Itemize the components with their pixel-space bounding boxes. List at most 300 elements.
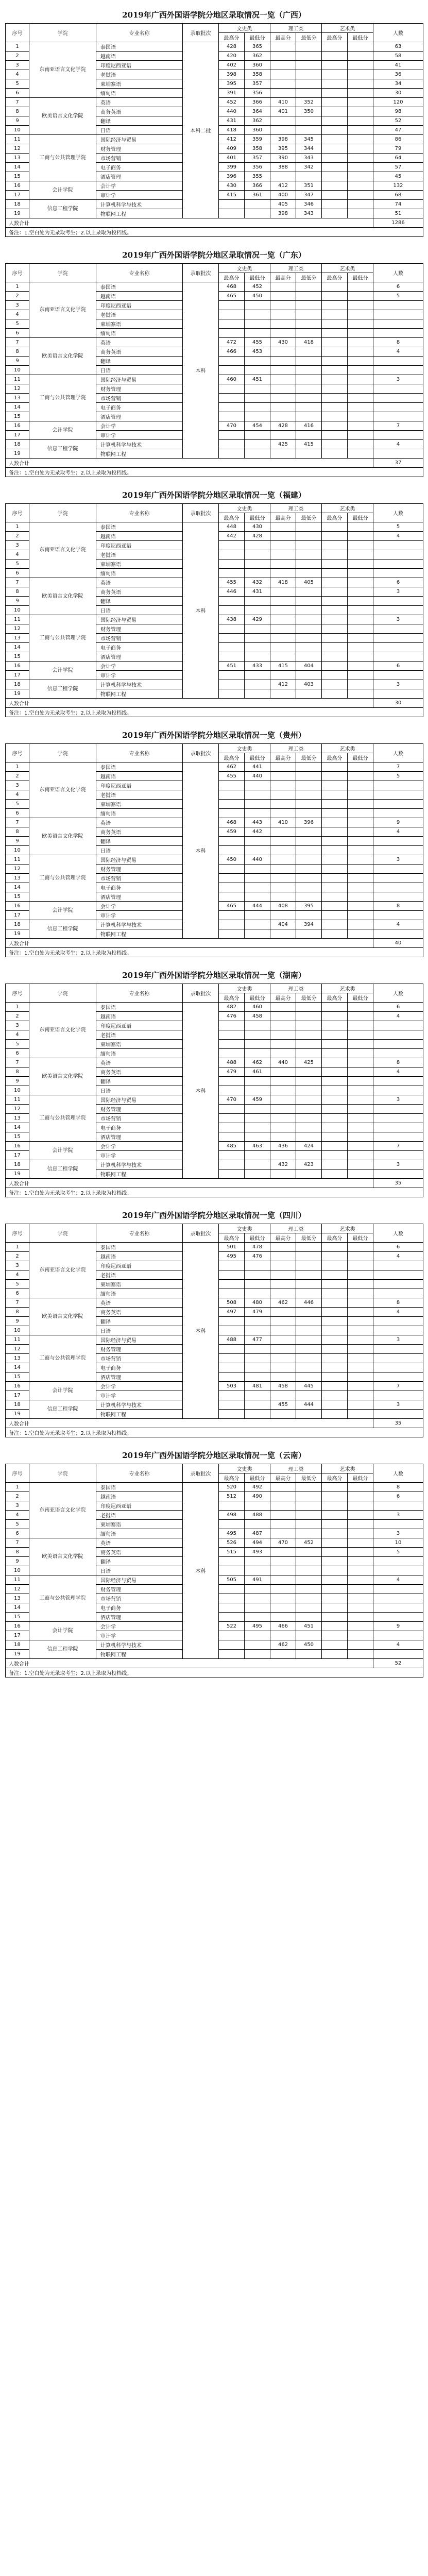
row-wenke-max xyxy=(219,865,245,874)
row-count xyxy=(373,1261,423,1270)
row-wenke-min: 453 xyxy=(245,347,270,357)
row-count xyxy=(373,892,423,902)
region-section xyxy=(5,244,423,477)
row-major: 日语 xyxy=(96,126,183,135)
row-like-max xyxy=(270,1557,296,1566)
row-wenke-max xyxy=(219,1410,245,1419)
row-like-min: 425 xyxy=(296,1058,322,1067)
row-like-min: 418 xyxy=(296,338,322,347)
row-wenke-max: 465 xyxy=(219,292,245,301)
row-major: 审计学 xyxy=(96,1631,183,1640)
row-wenke-max: 482 xyxy=(219,1003,245,1012)
row-count xyxy=(373,449,423,459)
row-wenke-min: 460 xyxy=(245,1003,270,1012)
row-index: 8 xyxy=(6,1308,29,1317)
region-section xyxy=(5,1445,423,1677)
row-art-min xyxy=(348,89,373,98)
row-art-max xyxy=(322,883,348,892)
row-wenke-min xyxy=(245,200,270,209)
row-like-max: 405 xyxy=(270,200,296,209)
row-art-min xyxy=(348,1603,373,1613)
row-index: 5 xyxy=(6,1040,29,1049)
row-art-max xyxy=(322,440,348,449)
row-like-max xyxy=(270,522,296,532)
row-wenke-max xyxy=(219,550,245,560)
row-wenke-min: 477 xyxy=(245,1335,270,1345)
region-section xyxy=(5,484,423,717)
row-index: 11 xyxy=(6,615,29,624)
row-major: 物联网工程 xyxy=(96,449,183,459)
row-index: 3 xyxy=(6,1021,29,1030)
row-count xyxy=(373,671,423,680)
row-count xyxy=(373,1557,423,1566)
row-count: 64 xyxy=(373,154,423,163)
row-college: 会计学院 xyxy=(29,1622,96,1640)
row-art-max xyxy=(322,532,348,541)
row-major: 柬埔寨语 xyxy=(96,79,183,89)
row-count: 3 xyxy=(373,615,423,624)
row-wenke-min xyxy=(245,329,270,338)
row-art-min xyxy=(348,1105,373,1114)
row-art-min xyxy=(348,680,373,689)
header-major: 专业名称 xyxy=(96,1464,183,1483)
total-row xyxy=(6,1419,423,1428)
row-wenke-min xyxy=(245,449,270,459)
row-art-max xyxy=(322,818,348,827)
row-like-min xyxy=(296,846,322,855)
header-count: 人数 xyxy=(373,744,423,762)
row-art-max xyxy=(322,61,348,70)
row-count xyxy=(373,366,423,375)
row-count: 6 xyxy=(373,662,423,671)
header-count: 人数 xyxy=(373,1464,423,1483)
row-like-max xyxy=(270,366,296,375)
row-count: 9 xyxy=(373,818,423,827)
row-count xyxy=(373,1132,423,1142)
row-major: 会计学 xyxy=(96,1142,183,1151)
row-art-min xyxy=(348,762,373,772)
row-wenke-max: 465 xyxy=(219,902,245,911)
row-like-max xyxy=(270,643,296,652)
row-art-min xyxy=(348,421,373,431)
row-art-max xyxy=(322,929,348,939)
row-index: 11 xyxy=(6,135,29,144)
row-index: 9 xyxy=(6,1557,29,1566)
row-index: 19 xyxy=(6,929,29,939)
row-like-max: 398 xyxy=(270,209,296,218)
row-like-min xyxy=(296,89,322,98)
row-wenke-max: 495 xyxy=(219,1252,245,1261)
row-art-max xyxy=(322,1114,348,1123)
header-wenke: 文史类 xyxy=(219,1464,270,1473)
row-index: 15 xyxy=(6,892,29,902)
row-wenke-max xyxy=(219,1501,245,1511)
row-wenke-max: 396 xyxy=(219,172,245,181)
row-count xyxy=(373,412,423,421)
row-major: 审计学 xyxy=(96,1391,183,1400)
row-like-min: 452 xyxy=(296,1538,322,1548)
row-major: 老挝语 xyxy=(96,70,183,79)
row-art-min xyxy=(348,52,373,61)
row-wenke-min xyxy=(245,790,270,800)
row-index: 9 xyxy=(6,116,29,126)
row-like-max: 418 xyxy=(270,578,296,587)
row-like-max: 398 xyxy=(270,135,296,144)
row-index: 4 xyxy=(6,310,29,319)
row-like-min: 395 xyxy=(296,902,322,911)
row-art-min xyxy=(348,1391,373,1400)
row-index: 16 xyxy=(6,1382,29,1391)
row-art-min xyxy=(348,1594,373,1603)
row-like-max xyxy=(270,1067,296,1077)
row-art-min xyxy=(348,929,373,939)
row-art-min xyxy=(348,1243,373,1252)
row-wenke-min: 428 xyxy=(245,532,270,541)
row-major: 计算机科学与技术 xyxy=(96,200,183,209)
row-art-max xyxy=(322,1270,348,1280)
header-count: 人数 xyxy=(373,504,423,522)
row-art-max xyxy=(322,865,348,874)
row-count: 52 xyxy=(373,116,423,126)
row-index: 5 xyxy=(6,319,29,329)
row-like-min xyxy=(296,357,322,366)
row-wenke-min xyxy=(245,366,270,375)
row-index: 18 xyxy=(6,1640,29,1650)
header-min: 最低分 xyxy=(348,753,373,762)
row-major: 柬埔寨语 xyxy=(96,560,183,569)
row-art-max xyxy=(322,550,348,560)
row-like-max xyxy=(270,394,296,403)
row-art-min xyxy=(348,98,373,107)
row-wenke-max: 409 xyxy=(219,144,245,154)
row-like-min xyxy=(296,1492,322,1501)
row-wenke-max xyxy=(219,911,245,920)
row-index: 2 xyxy=(6,532,29,541)
row-major: 酒店管理 xyxy=(96,652,183,662)
row-wenke-max xyxy=(219,1040,245,1049)
row-art-max xyxy=(322,292,348,301)
row-wenke-min: 476 xyxy=(245,1252,270,1261)
row-count xyxy=(373,865,423,874)
row-wenke-max xyxy=(219,431,245,440)
header-min: 最低分 xyxy=(348,273,373,282)
row-wenke-max xyxy=(219,1151,245,1160)
row-wenke-min: 429 xyxy=(245,615,270,624)
row-major: 缅甸语 xyxy=(96,1289,183,1298)
total-row xyxy=(6,218,423,228)
row-art-min xyxy=(348,1317,373,1326)
row-count xyxy=(373,634,423,643)
row-index: 8 xyxy=(6,107,29,116)
row-like-min xyxy=(296,431,322,440)
row-like-min xyxy=(296,827,322,837)
note-row xyxy=(6,948,423,957)
row-art-min xyxy=(348,1538,373,1548)
row-art-max xyxy=(322,689,348,699)
header-major: 专业名称 xyxy=(96,504,183,522)
row-wenke-min xyxy=(245,440,270,449)
row-count: 36 xyxy=(373,70,423,79)
row-like-min xyxy=(296,855,322,865)
row-like-min xyxy=(296,347,322,357)
row-college: 工商与公共管理学院 xyxy=(29,1095,96,1142)
row-like-min xyxy=(296,1650,322,1659)
row-art-max xyxy=(322,587,348,597)
row-art-max xyxy=(322,1252,348,1261)
row-index: 12 xyxy=(6,144,29,154)
header-min: 最低分 xyxy=(245,753,270,762)
row-art-max xyxy=(322,634,348,643)
row-wenke-min: 432 xyxy=(245,578,270,587)
row-index: 10 xyxy=(6,1086,29,1095)
header-college: 学院 xyxy=(29,264,96,282)
row-like-max: 436 xyxy=(270,1142,296,1151)
row-major: 越南语 xyxy=(96,1012,183,1021)
row-major: 老挝语 xyxy=(96,790,183,800)
row-like-max xyxy=(270,1030,296,1040)
row-count: 8 xyxy=(373,1483,423,1492)
row-art-min xyxy=(348,200,373,209)
row-count xyxy=(373,1631,423,1640)
admission-table xyxy=(5,984,423,1197)
row-like-max xyxy=(270,1086,296,1095)
row-art-max xyxy=(322,1650,348,1659)
row-art-max xyxy=(322,1566,348,1575)
row-like-min: 342 xyxy=(296,163,322,172)
row-like-min xyxy=(296,929,322,939)
row-art-min xyxy=(348,652,373,662)
row-wenke-min: 366 xyxy=(245,181,270,191)
row-like-max xyxy=(270,329,296,338)
row-art-max xyxy=(322,1520,348,1529)
row-art-max xyxy=(322,800,348,809)
row-index: 1 xyxy=(6,1003,29,1012)
row-like-max xyxy=(270,1270,296,1280)
row-like-min xyxy=(296,1326,322,1335)
row-like-min: 446 xyxy=(296,1298,322,1308)
row-like-max xyxy=(270,689,296,699)
row-index: 12 xyxy=(6,384,29,394)
row-art-min xyxy=(348,920,373,929)
row-art-max xyxy=(322,1030,348,1040)
row-index: 2 xyxy=(6,772,29,781)
row-like-max xyxy=(270,1585,296,1594)
header-college: 学院 xyxy=(29,24,96,42)
header-max: 最高分 xyxy=(219,993,245,1003)
row-like-min: 343 xyxy=(296,209,322,218)
row-art-min xyxy=(348,800,373,809)
row-count: 10 xyxy=(373,1538,423,1548)
row-index: 6 xyxy=(6,329,29,338)
row-art-min xyxy=(348,837,373,846)
row-wenke-min: 360 xyxy=(245,126,270,135)
row-like-min xyxy=(296,301,322,310)
row-major: 柬埔寨语 xyxy=(96,319,183,329)
row-like-min xyxy=(296,1270,322,1280)
row-like-max: 410 xyxy=(270,98,296,107)
row-index: 13 xyxy=(6,1354,29,1363)
row-index: 16 xyxy=(6,421,29,431)
row-art-max xyxy=(322,1622,348,1631)
row-like-max xyxy=(270,292,296,301)
row-index: 8 xyxy=(6,827,29,837)
row-like-max xyxy=(270,1548,296,1557)
row-art-min xyxy=(348,597,373,606)
row-wenke-min: 444 xyxy=(245,902,270,911)
row-wenke-min xyxy=(245,634,270,643)
row-wenke-max: 431 xyxy=(219,116,245,126)
row-art-min xyxy=(348,282,373,292)
header-count: 人数 xyxy=(373,264,423,282)
row-major: 翻译 xyxy=(96,1317,183,1326)
row-like-max: 462 xyxy=(270,1298,296,1308)
row-like-min xyxy=(296,643,322,652)
header-min: 最低分 xyxy=(296,513,322,522)
row-wenke-min xyxy=(245,431,270,440)
row-wenke-min xyxy=(245,865,270,874)
row-like-min: 396 xyxy=(296,818,322,827)
row-wenke-min xyxy=(245,1520,270,1529)
row-wenke-max xyxy=(219,1077,245,1086)
row-wenke-min xyxy=(245,384,270,394)
header-max: 最高分 xyxy=(322,513,348,522)
row-college: 东南亚语言文化学院 xyxy=(29,42,96,98)
row-like-max xyxy=(270,634,296,643)
row-count xyxy=(373,1410,423,1419)
row-college: 信息工程学院 xyxy=(29,200,96,218)
row-like-min xyxy=(296,42,322,52)
row-index: 13 xyxy=(6,1114,29,1123)
row-like-min xyxy=(296,1132,322,1142)
row-college: 会计学院 xyxy=(29,1382,96,1400)
row-art-max xyxy=(322,1335,348,1345)
row-art-min xyxy=(348,1049,373,1058)
row-art-max xyxy=(322,1105,348,1114)
header-level: 录取批次 xyxy=(183,1464,219,1483)
row-art-min xyxy=(348,1003,373,1012)
note-row xyxy=(6,1188,423,1197)
row-like-min xyxy=(296,292,322,301)
row-wenke-max xyxy=(219,809,245,818)
row-count: 4 xyxy=(373,920,423,929)
row-index: 18 xyxy=(6,680,29,689)
header-max: 最高分 xyxy=(322,1473,348,1483)
note-text: 备注：1.空白处为无录取考生；2.以上录取为投档线。 xyxy=(6,1668,423,1677)
row-wenke-min xyxy=(245,1123,270,1132)
row-art-min xyxy=(348,892,373,902)
row-count xyxy=(373,569,423,578)
row-art-max xyxy=(322,375,348,384)
row-major: 缅甸语 xyxy=(96,329,183,338)
row-art-max xyxy=(322,1317,348,1326)
row-like-min xyxy=(296,1280,322,1289)
row-like-min xyxy=(296,1114,322,1123)
note-row xyxy=(6,708,423,717)
row-index: 11 xyxy=(6,1095,29,1105)
row-count: 3 xyxy=(373,1160,423,1170)
header-min: 最低分 xyxy=(296,1233,322,1243)
row-college: 工商与公共管理学院 xyxy=(29,1575,96,1622)
total-value: 37 xyxy=(373,459,423,468)
row-art-min xyxy=(348,1077,373,1086)
row-wenke-min: 360 xyxy=(245,61,270,70)
row-major: 商务英语 xyxy=(96,1548,183,1557)
row-like-max xyxy=(270,1252,296,1261)
row-count xyxy=(373,1086,423,1095)
row-like-min: 352 xyxy=(296,98,322,107)
row-count: 5 xyxy=(373,292,423,301)
row-major: 泰国语 xyxy=(96,1243,183,1252)
row-wenke-max xyxy=(219,449,245,459)
row-wenke-min: 488 xyxy=(245,1511,270,1520)
row-wenke-max: 495 xyxy=(219,1529,245,1538)
row-art-min xyxy=(348,1548,373,1557)
row-count: 74 xyxy=(373,200,423,209)
row-count xyxy=(373,1123,423,1132)
row-index: 17 xyxy=(6,671,29,680)
row-like-min xyxy=(296,172,322,181)
row-major: 会计学 xyxy=(96,662,183,671)
row-wenke-min: 442 xyxy=(245,827,270,837)
total-label: 人数合计 xyxy=(6,459,373,468)
row-wenke-max: 440 xyxy=(219,107,245,116)
row-wenke-max xyxy=(219,1566,245,1575)
row-index: 16 xyxy=(6,902,29,911)
row-art-min xyxy=(348,209,373,218)
row-college: 东南亚语言文化学院 xyxy=(29,1003,96,1058)
row-art-max xyxy=(322,1142,348,1151)
total-row xyxy=(6,1659,423,1668)
row-count xyxy=(373,1566,423,1575)
row-count xyxy=(373,643,423,652)
row-art-min xyxy=(348,1575,373,1585)
header-index: 序号 xyxy=(6,264,29,282)
row-like-max: 390 xyxy=(270,154,296,163)
row-art-min xyxy=(348,319,373,329)
row-wenke-max: 391 xyxy=(219,89,245,98)
row-wenke-min: 358 xyxy=(245,144,270,154)
row-index: 6 xyxy=(6,1289,29,1298)
row-count xyxy=(373,550,423,560)
row-wenke-max: 466 xyxy=(219,347,245,357)
row-index: 13 xyxy=(6,394,29,403)
row-count: 6 xyxy=(373,1003,423,1012)
row-count: 8 xyxy=(373,1058,423,1067)
row-art-max xyxy=(322,911,348,920)
row-wenke-max: 451 xyxy=(219,662,245,671)
row-wenke-max: 497 xyxy=(219,1308,245,1317)
row-count xyxy=(373,1372,423,1382)
row-art-max xyxy=(322,1003,348,1012)
row-art-min xyxy=(348,1640,373,1650)
row-index: 10 xyxy=(6,1326,29,1335)
row-index: 18 xyxy=(6,920,29,929)
row-count xyxy=(373,357,423,366)
total-row xyxy=(6,699,423,708)
row-art-max xyxy=(322,282,348,292)
row-index: 3 xyxy=(6,1261,29,1270)
row-major: 国际经济与贸易 xyxy=(96,375,183,384)
row-art-min xyxy=(348,522,373,532)
row-art-max xyxy=(322,1511,348,1520)
row-count: 4 xyxy=(373,1640,423,1650)
row-like-max xyxy=(270,310,296,319)
row-index: 2 xyxy=(6,1252,29,1261)
row-art-min xyxy=(348,1335,373,1345)
note-text: 备注：1.空白处为无录取考生；2.以上录取为投档线。 xyxy=(6,708,423,717)
row-major: 会计学 xyxy=(96,181,183,191)
row-count xyxy=(373,874,423,883)
